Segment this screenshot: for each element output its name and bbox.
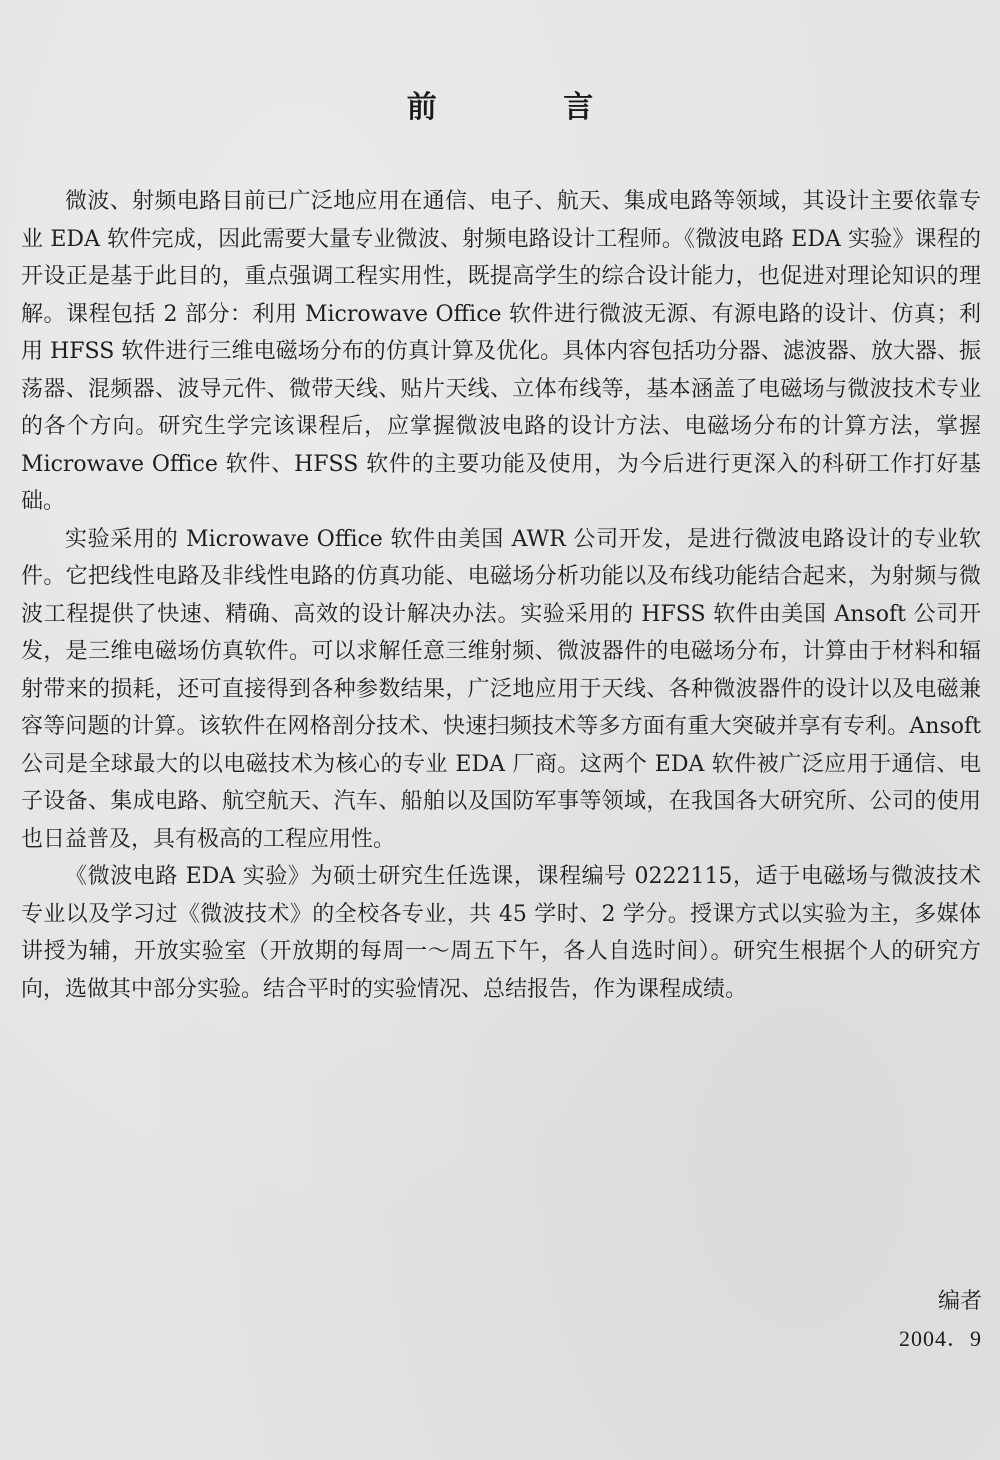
author-signature: 编者 (937, 1289, 982, 1314)
paragraph-1: 微波、射频电路目前已广泛地应用在通信、电子、航天、集成电路等领域，其设计主要依靠专业 EDA 软件完成，因此需要大量专业微波、射频电路设计工程师。《微波电路 EDA 实验》课程的开设正是基于此目的，重点强调工程实用性，既提高学生的综合设计能力，也促进对理论知识的理解。课程包括 2 部分：利用 Microwave Office 软件进行微波无源、有源电路的设计、仿真；利用 HFSS 软件进行三维电磁场分布的仿真计算及优化。具体内容包括功分器、滤波器、放大器、振荡器、混频器、波导元件、微带天线、贴片天线、立体布线等，基本涵盖了电磁场与微波技术专业的各个方向。研究生学完该课程后，应掌握微波电路的设计方法、电磁场分布的计算方法，掌握 Microwave Office 软件、HFSS 软件的主要功能及使用，为今后进行更深入的科研工作打好基础。 (21, 189, 981, 514)
signature-block (899, 1283, 982, 1357)
page-title: 前 言 (406, 90, 652, 125)
paragraph-2: 实验采用的 Microwave Office 软件由美国 AWR 公司开发，是进行微波电路设计的专业软件。它把线性电路及非线性电路的仿真功能、电磁场分析功能以及布线功能结合起来，为射频与微波工程提供了快速、精确、高效的设计解决办法。实验采用的 HFSS 软件由美国 Ansoft 公司开发，是三维电磁场仿真软件。可以求解任意三维射频、微波器件的电磁场分布，计算由于材料和辐射带来的损耗，还可直接得到各种参数结果，广泛地应用于天线、各种微波器件的设计以及电磁兼容等问题的计算。该软件在网格剖分技术、快速扫频技术等多方面有重大突破并享有专利。Ansoft 公司是全球最大的以电磁技术为核心的专业 EDA 厂商。这两个 EDA 软件被广泛应用于通信、电子设备、集成电路、航空航天、汽车、船舶以及国防军事等领域，在我国各大研究所、公司的使用也日益普及，具有极高的工程应用性。 (21, 526, 981, 852)
preface-body (21, 183, 981, 1008)
paragraph-3: 《微波电路 EDA 实验》为硕士研究生任选课，课程编号 0222115，适于电磁场与微波技术专业以及学习过《微波技术》的全校各专业，共 45 学时、2 学分。授课方式以实验为主，多媒体讲授为辅，开放实验室（开放期的每周一～周五下午，各人自选时间）。研究生根据个人的研究方向，选做其中部分实验。结合平时的实验情况、总结报告，作为课程成绩。 (21, 864, 981, 1002)
signature-date: 2004．9 (898, 1326, 982, 1351)
